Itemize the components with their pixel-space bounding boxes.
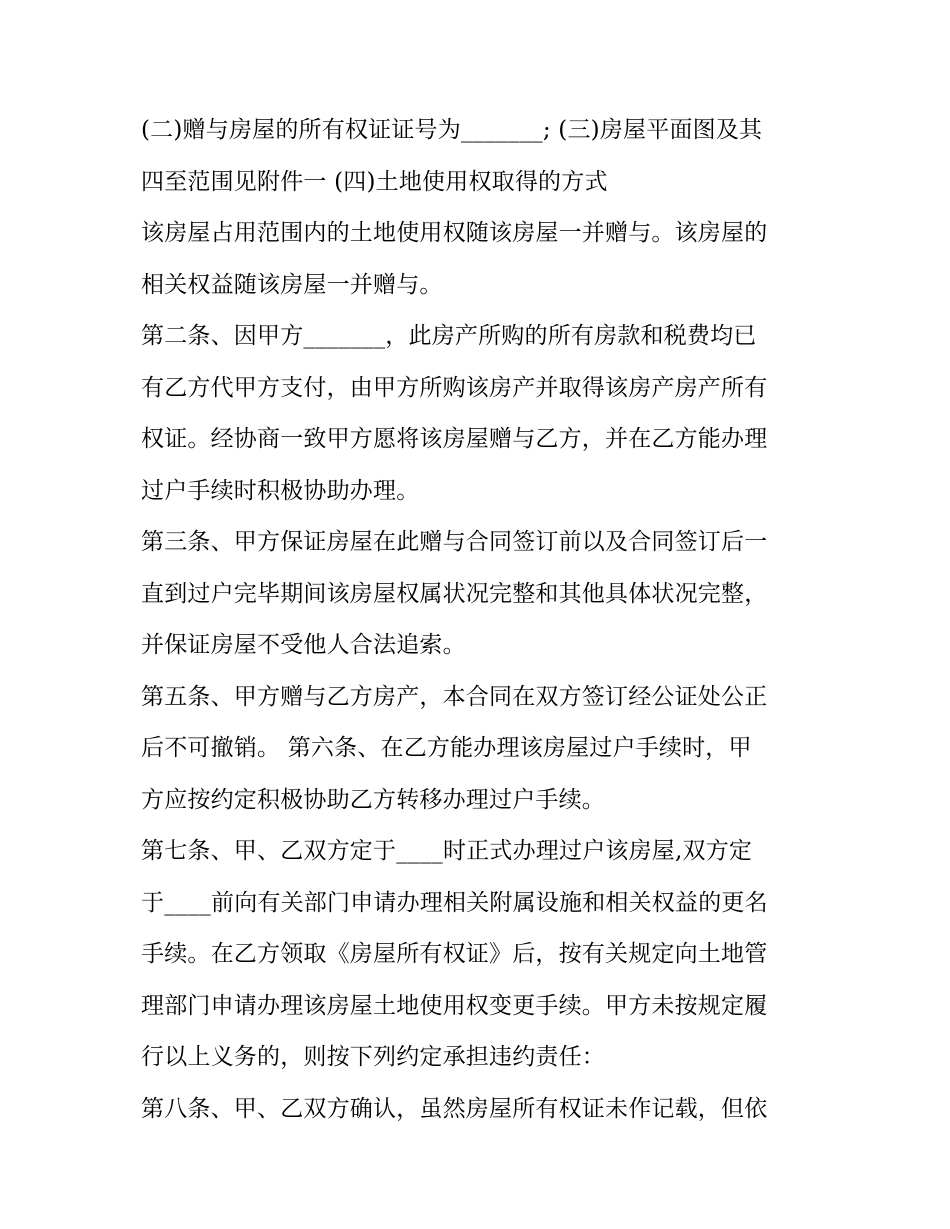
text-line-13: 后不可撤销。 第六条、在乙方能办理该房屋过户手续时，甲 <box>141 735 752 761</box>
text-line-18: 理部门申请办理该房屋土地使用权变更手续。甲方未按规定履 <box>141 992 768 1019</box>
text-line-12: 第五条、甲方赠与乙方房产，本合同在双方签订经公证处公正 <box>141 683 768 710</box>
text-line-11: 并保证房屋不受他人合法追索。 <box>141 632 466 658</box>
text-line-8: 过户手续时积极协助办理。 <box>141 477 420 504</box>
text-line-4: 相关权益随该房屋一并赠与。 <box>141 271 443 298</box>
text-line-20: 第八条、甲、乙双方确认，虽然房屋所有权证未作记载，但依 <box>141 1095 768 1122</box>
text-line-7: 权证。经协商一致甲方愿将该房屋赠与乙方，并在乙方能办理 <box>141 426 768 452</box>
text-line-9: 第三条、甲方保证房屋在此赠与合同签订前以及合同签订后一 <box>141 529 768 555</box>
text-line-10: 直到过户完毕期间该房屋权属状况完整和其他具体状况完整， <box>141 580 768 607</box>
text-line-3: 该房屋占用范围内的土地使用权随该房屋一并赠与。该房屋的 <box>141 220 768 246</box>
contract-body <box>141 110 821 1140</box>
text-line-5: 第二条、因甲方_______，此房产所购的所有房款和税费均已 <box>141 323 757 349</box>
text-line-17: 手续。在乙方领取《房屋所有权证》后，按有关规定向土地管 <box>141 941 768 967</box>
text-line-6: 有乙方代甲方支付，由甲方所购该房产并取得该房产房产所有 <box>141 374 768 401</box>
text-line-16: 于____前向有关部门申请办理相关附属设施和相关权益的更名 <box>141 889 768 916</box>
text-line-2: 四至范围见附件一 (四)土地使用权取得的方式 <box>141 168 608 195</box>
text-line-14: 方应按约定积极协助乙方转移办理过户手续。 <box>141 786 605 813</box>
text-line-19: 行以上义务的，则按下列约定承担违约责任： <box>141 1044 605 1070</box>
text-line-15: 第七条、甲、乙双方定于____时正式办理过户该房屋,双方定 <box>141 838 753 864</box>
text-line-1: (二)赠与房屋的所有权证证号为_______; (三)房屋平面图及其 <box>141 117 763 143</box>
